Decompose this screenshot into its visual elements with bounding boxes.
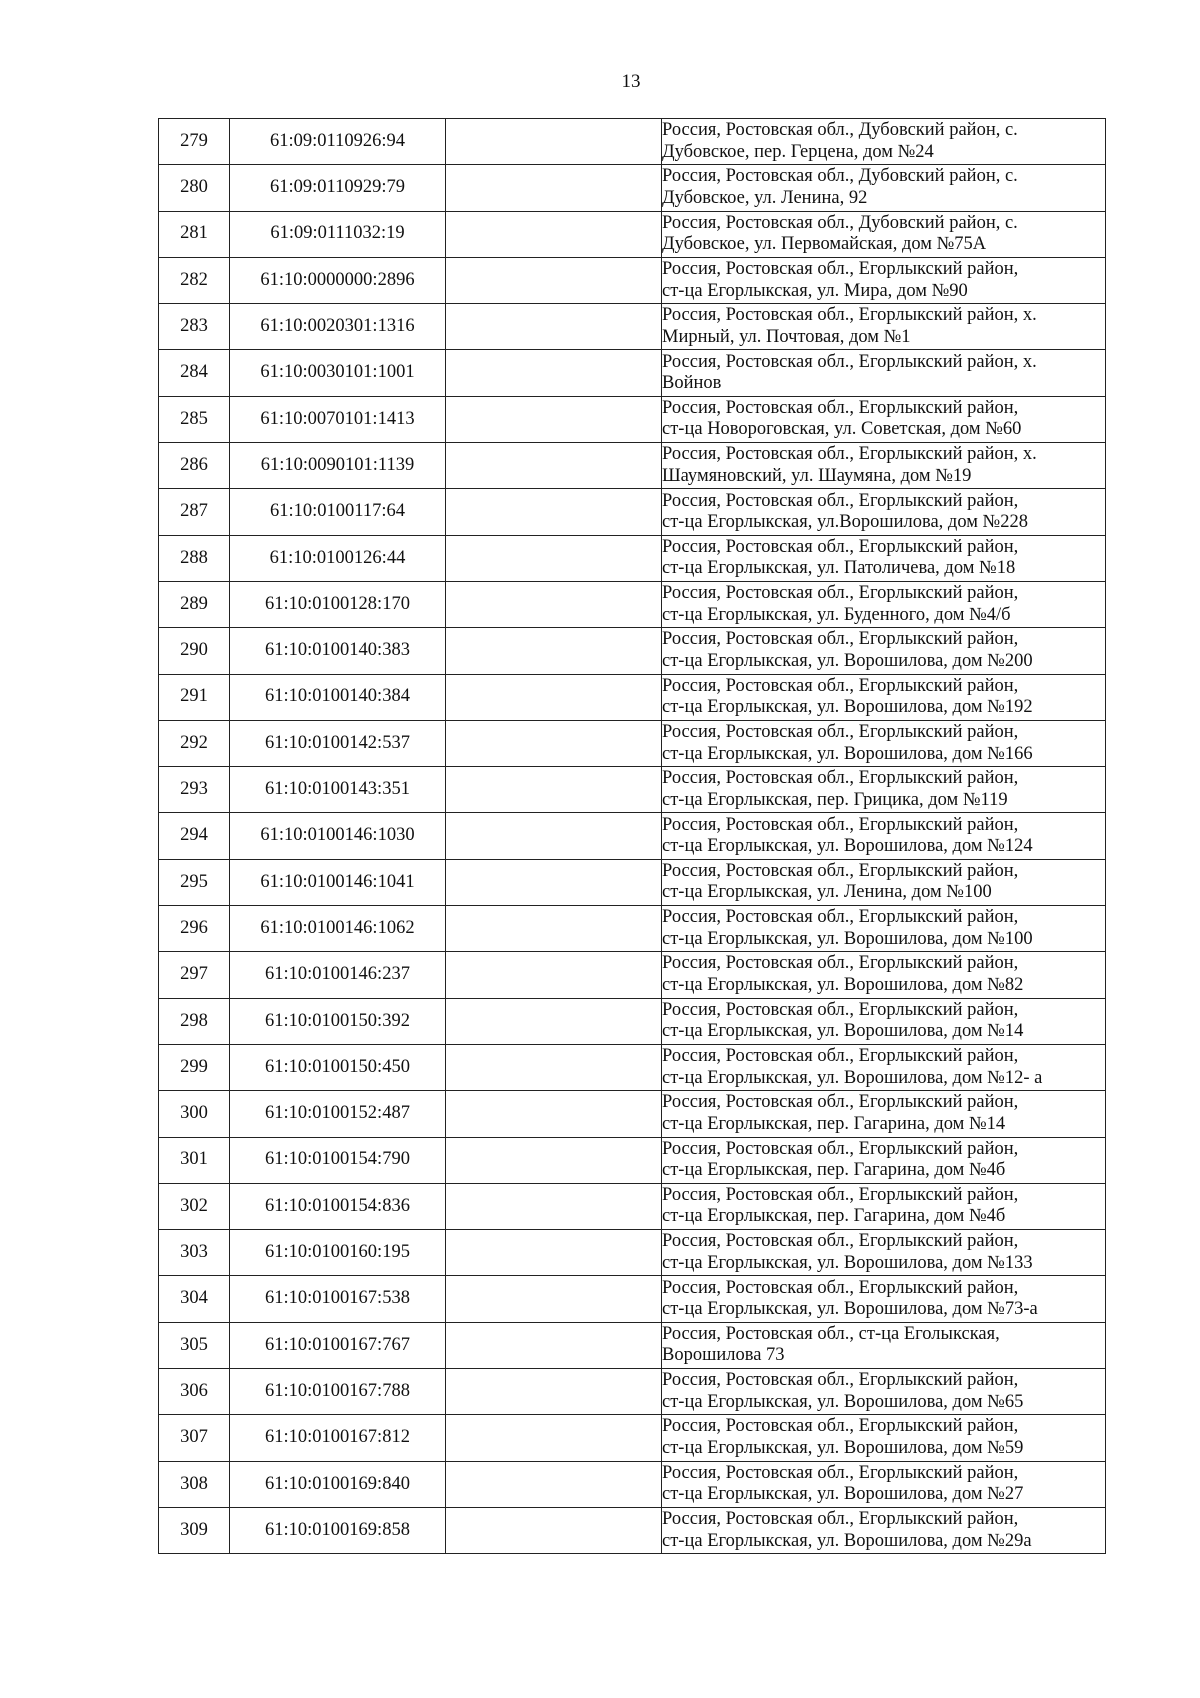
empty-cell bbox=[446, 1137, 662, 1183]
address-line-2: Дубовское, ул. Ленина, 92 bbox=[662, 187, 868, 208]
address-line-1: Россия, Ростовская обл., Егорлыкский район, bbox=[662, 397, 1019, 418]
address-cell bbox=[662, 998, 1106, 1044]
address-line-1: Россия, Ростовская обл., Дубовский район, с. bbox=[662, 166, 1018, 187]
page-number: 13 bbox=[621, 71, 641, 92]
table-row bbox=[159, 489, 1106, 535]
address-line-1: Россия, Ростовская обл., Егорлыкский район, bbox=[662, 953, 1019, 974]
table-row bbox=[159, 1137, 1106, 1183]
row-number-cell: 307 bbox=[159, 1415, 230, 1461]
table-row bbox=[159, 720, 1106, 766]
empty-cell bbox=[446, 581, 662, 627]
row-number-cell: 282 bbox=[159, 257, 230, 303]
empty-cell bbox=[446, 1461, 662, 1507]
cadastral-number-cell: 61:10:0100154:836 bbox=[230, 1183, 446, 1229]
address-cell bbox=[662, 581, 1106, 627]
address-line-2: ст-ца Егорлыкская, ул. Ворошилова, дом №133 bbox=[662, 1252, 1033, 1273]
row-number-cell: 288 bbox=[159, 535, 230, 581]
cadastral-number-cell: 61:10:0100126:44 bbox=[230, 535, 446, 581]
row-number-cell: 284 bbox=[159, 350, 230, 396]
address-line-1: Россия, Ростовская обл., Егорлыкский район, bbox=[662, 999, 1019, 1020]
empty-cell bbox=[446, 1507, 662, 1553]
address-line-2: Мирный, ул. Почтовая, дом №1 bbox=[662, 326, 911, 347]
address-line-2: ст-ца Егорлыкская, пер. Грицика, дом №119 bbox=[662, 789, 1008, 810]
address-line-2: ст-ца Егорлыкская, ул. Буденного, дом №4/б bbox=[662, 604, 1011, 625]
cadastral-number-cell: 61:10:0090101:1139 bbox=[230, 443, 446, 489]
empty-cell bbox=[446, 119, 662, 165]
empty-cell bbox=[446, 998, 662, 1044]
address-cell bbox=[662, 119, 1106, 165]
table-row bbox=[159, 257, 1106, 303]
row-number-cell: 302 bbox=[159, 1183, 230, 1229]
address-cell bbox=[662, 1507, 1106, 1553]
row-number-cell: 287 bbox=[159, 489, 230, 535]
row-number-cell: 286 bbox=[159, 443, 230, 489]
table-row bbox=[159, 1276, 1106, 1322]
table-row bbox=[159, 1044, 1106, 1090]
cadastral-number-cell: 61:10:0100167:767 bbox=[230, 1322, 446, 1368]
address-line-2: Шаумяновский, ул. Шаумяна, дом №19 bbox=[662, 465, 972, 486]
empty-cell bbox=[446, 489, 662, 535]
address-cell bbox=[662, 304, 1106, 350]
row-number-cell: 300 bbox=[159, 1091, 230, 1137]
row-number-cell: 308 bbox=[159, 1461, 230, 1507]
address-line-1: Россия, Ростовская обл., Егорлыкский район, bbox=[662, 259, 1019, 280]
empty-cell bbox=[446, 1369, 662, 1415]
table-row bbox=[159, 1183, 1106, 1229]
address-cell bbox=[662, 859, 1106, 905]
row-number-cell: 299 bbox=[159, 1044, 230, 1090]
cadastral-number-cell: 61:09:0111032:19 bbox=[230, 211, 446, 257]
address-line-1: Россия, Ростовская обл., Егорлыкский район, х. bbox=[662, 444, 1037, 465]
table-row bbox=[159, 1507, 1106, 1553]
address-line-2: ст-ца Егорлыкская, ул. Ворошилова, дом №14 bbox=[662, 1021, 1024, 1042]
address-cell bbox=[662, 1415, 1106, 1461]
table-row bbox=[159, 1461, 1106, 1507]
row-number-cell: 301 bbox=[159, 1137, 230, 1183]
address-cell bbox=[662, 628, 1106, 674]
address-line-1: Россия, Ростовская обл., Егорлыкский район, bbox=[662, 1277, 1019, 1298]
address-line-1: Россия, Ростовская обл., Егорлыкский район, х. bbox=[662, 351, 1037, 372]
table-row bbox=[159, 396, 1106, 442]
address-line-2: ст-ца Егорлыкская, ул. Ворошилова, дом №124 bbox=[662, 836, 1033, 857]
empty-cell bbox=[446, 720, 662, 766]
table-row bbox=[159, 1369, 1106, 1415]
row-number-cell: 303 bbox=[159, 1230, 230, 1276]
empty-cell bbox=[446, 443, 662, 489]
address-line-1: Россия, Ростовская обл., Егорлыкский район, bbox=[662, 675, 1019, 696]
address-line-2: ст-ца Егорлыкская, ул. Патоличева, дом №18 bbox=[662, 558, 1016, 579]
address-line-2: ст-ца Егорлыкская, ул. Ворошилова, дом №65 bbox=[662, 1391, 1024, 1412]
row-number-cell: 292 bbox=[159, 720, 230, 766]
cadastral-number-cell: 61:10:0100146:1030 bbox=[230, 813, 446, 859]
table-row bbox=[159, 813, 1106, 859]
row-number-cell: 304 bbox=[159, 1276, 230, 1322]
table-row bbox=[159, 859, 1106, 905]
address-cell bbox=[662, 1461, 1106, 1507]
address-cell bbox=[662, 1276, 1106, 1322]
address-line-2: ст-ца Егорлыкская, ул. Ворошилова, дом №166 bbox=[662, 743, 1033, 764]
table-row bbox=[159, 952, 1106, 998]
empty-cell bbox=[446, 859, 662, 905]
empty-cell bbox=[446, 350, 662, 396]
address-line-2: Дубовское, пер. Герцена, дом №24 bbox=[662, 141, 934, 162]
address-line-1: Россия, Ростовская обл., Егорлыкский район, bbox=[662, 1138, 1019, 1159]
address-line-1: Россия, Ростовская обл., Егорлыкский район, bbox=[662, 907, 1019, 928]
empty-cell bbox=[446, 1276, 662, 1322]
address-line-2: ст-ца Егорлыкская, ул. Мира, дом №90 bbox=[662, 280, 968, 301]
empty-cell bbox=[446, 1183, 662, 1229]
row-number-cell: 298 bbox=[159, 998, 230, 1044]
address-line-1: Россия, Ростовская обл., Егорлыкский район, bbox=[662, 490, 1019, 511]
table-row bbox=[159, 581, 1106, 627]
cadastral-number-cell: 61:10:0020301:1316 bbox=[230, 304, 446, 350]
address-line-2: Дубовское, ул. Первомайская, дом №75А bbox=[662, 234, 987, 255]
row-number-cell: 291 bbox=[159, 674, 230, 720]
address-line-2: ст-ца Егорлыкская, ул. Ворошилова, дом №73-а bbox=[662, 1299, 1038, 1320]
address-cell bbox=[662, 1369, 1106, 1415]
table-row bbox=[159, 443, 1106, 489]
cadastral-number-cell: 61:10:0100167:812 bbox=[230, 1415, 446, 1461]
address-line-2: Ворошилова 73 bbox=[662, 1345, 785, 1366]
address-cell bbox=[662, 443, 1106, 489]
table-row bbox=[159, 998, 1106, 1044]
address-line-2: ст-ца Егорлыкская, ул. Ворошилова, дом №27 bbox=[662, 1484, 1024, 1505]
address-line-2: ст-ца Егорлыкская, ул. Ворошилова, дом №12- а bbox=[662, 1067, 1043, 1088]
table-row bbox=[159, 1322, 1106, 1368]
address-cell bbox=[662, 813, 1106, 859]
empty-cell bbox=[446, 211, 662, 257]
address-line-1: Россия, Ростовская обл., Егорлыкский район, bbox=[662, 1184, 1019, 1205]
address-line-1: Россия, Ростовская обл., Егорлыкский район, х. bbox=[662, 305, 1037, 326]
address-line-2: ст-ца Егорлыкская, пер. Гагарина, дом №4б bbox=[662, 1160, 1006, 1181]
address-line-1: Россия, Ростовская обл., Егорлыкский район, bbox=[662, 1462, 1019, 1483]
address-line-2: ст-ца Егорлыкская, ул. Ленина, дом №100 bbox=[662, 882, 992, 903]
cadastral-number-cell: 61:10:0100117:64 bbox=[230, 489, 446, 535]
table-row bbox=[159, 304, 1106, 350]
cadastral-number-cell: 61:10:0100142:537 bbox=[230, 720, 446, 766]
row-number-cell: 285 bbox=[159, 396, 230, 442]
address-cell bbox=[662, 211, 1106, 257]
table-row bbox=[159, 165, 1106, 211]
row-number-cell: 281 bbox=[159, 211, 230, 257]
table-body bbox=[159, 119, 1106, 1554]
table-row bbox=[159, 1415, 1106, 1461]
address-cell bbox=[662, 1091, 1106, 1137]
table-row bbox=[159, 674, 1106, 720]
empty-cell bbox=[446, 628, 662, 674]
cadastral-number-cell: 61:10:0100143:351 bbox=[230, 767, 446, 813]
row-number-cell: 283 bbox=[159, 304, 230, 350]
address-cell bbox=[662, 952, 1106, 998]
empty-cell bbox=[446, 1091, 662, 1137]
address-cell bbox=[662, 906, 1106, 952]
row-number-cell: 293 bbox=[159, 767, 230, 813]
row-number-cell: 297 bbox=[159, 952, 230, 998]
empty-cell bbox=[446, 535, 662, 581]
empty-cell bbox=[446, 813, 662, 859]
row-number-cell: 289 bbox=[159, 581, 230, 627]
address-cell bbox=[662, 165, 1106, 211]
address-cell bbox=[662, 257, 1106, 303]
cadastral-number-cell: 61:10:0030101:1001 bbox=[230, 350, 446, 396]
address-line-1: Россия, Ростовская обл., ст-ца Еголыкская, bbox=[662, 1323, 1000, 1344]
address-line-1: Россия, Ростовская обл., Егорлыкский район, bbox=[662, 860, 1019, 881]
address-cell bbox=[662, 1183, 1106, 1229]
empty-cell bbox=[446, 1044, 662, 1090]
address-line-1: Россия, Ростовская обл., Дубовский район, с. bbox=[662, 212, 1018, 233]
address-line-2: ст-ца Егорлыкская, пер. Гагарина, дом №4б bbox=[662, 1206, 1006, 1227]
empty-cell bbox=[446, 1230, 662, 1276]
row-number-cell: 279 bbox=[159, 119, 230, 165]
cadastral-number-cell: 61:10:0000000:2896 bbox=[230, 257, 446, 303]
empty-cell bbox=[446, 304, 662, 350]
row-number-cell: 309 bbox=[159, 1507, 230, 1553]
cadastral-number-cell: 61:10:0100146:1041 bbox=[230, 859, 446, 905]
row-number-cell: 295 bbox=[159, 859, 230, 905]
empty-cell bbox=[446, 257, 662, 303]
empty-cell bbox=[446, 1322, 662, 1368]
address-line-2: ст-ца Новороговская, ул. Советская, дом №60 bbox=[662, 419, 1022, 440]
table-row bbox=[159, 906, 1106, 952]
address-line-1: Россия, Ростовская обл., Егорлыкский район, bbox=[662, 1416, 1019, 1437]
address-cell bbox=[662, 535, 1106, 581]
empty-cell bbox=[446, 396, 662, 442]
cadastral-number-cell: 61:10:0100140:384 bbox=[230, 674, 446, 720]
table-row bbox=[159, 767, 1106, 813]
row-number-cell: 306 bbox=[159, 1369, 230, 1415]
address-line-1: Россия, Ростовская обл., Егорлыкский район, bbox=[662, 1509, 1019, 1530]
address-cell bbox=[662, 350, 1106, 396]
table-row bbox=[159, 211, 1106, 257]
address-cell bbox=[662, 1044, 1106, 1090]
table-row bbox=[159, 350, 1106, 396]
address-line-1: Россия, Ростовская обл., Дубовский район, с. bbox=[662, 120, 1018, 141]
address-cell bbox=[662, 1322, 1106, 1368]
row-number-cell: 290 bbox=[159, 628, 230, 674]
cadastral-number-cell: 61:10:0100150:450 bbox=[230, 1044, 446, 1090]
cadastral-number-cell: 61:10:0100152:487 bbox=[230, 1091, 446, 1137]
address-line-2: Войнов bbox=[662, 373, 722, 394]
empty-cell bbox=[446, 165, 662, 211]
cadastral-number-cell: 61:10:0100169:858 bbox=[230, 1507, 446, 1553]
empty-cell bbox=[446, 906, 662, 952]
address-line-2: ст-ца Егорлыкская, ул. Ворошилова, дом №82 bbox=[662, 974, 1024, 995]
empty-cell bbox=[446, 952, 662, 998]
address-line-1: Россия, Ростовская обл., Егорлыкский район, bbox=[662, 814, 1019, 835]
table-row bbox=[159, 535, 1106, 581]
cadastral-number-cell: 61:09:0110926:94 bbox=[230, 119, 446, 165]
table-row bbox=[159, 1091, 1106, 1137]
empty-cell bbox=[446, 674, 662, 720]
cadastral-number-cell: 61:10:0100146:237 bbox=[230, 952, 446, 998]
row-number-cell: 296 bbox=[159, 906, 230, 952]
cadastral-number-cell: 61:10:0100150:392 bbox=[230, 998, 446, 1044]
property-registry-table bbox=[158, 118, 1106, 1554]
empty-cell bbox=[446, 1415, 662, 1461]
address-line-1: Россия, Ростовская обл., Егорлыкский район, bbox=[662, 768, 1019, 789]
cadastral-number-cell: 61:09:0110929:79 bbox=[230, 165, 446, 211]
address-line-1: Россия, Ростовская обл., Егорлыкский район, bbox=[662, 583, 1019, 604]
address-cell bbox=[662, 1230, 1106, 1276]
table-row bbox=[159, 628, 1106, 674]
cadastral-number-cell: 61:10:0100128:170 bbox=[230, 581, 446, 627]
address-line-1: Россия, Ростовская обл., Егорлыкский район, bbox=[662, 1231, 1019, 1252]
row-number-cell: 294 bbox=[159, 813, 230, 859]
address-line-2: ст-ца Егорлыкская, ул. Ворошилова, дом №200 bbox=[662, 650, 1033, 671]
address-cell bbox=[662, 674, 1106, 720]
address-cell bbox=[662, 1137, 1106, 1183]
address-line-2: ст-ца Егорлыкская, ул. Ворошилова, дом №100 bbox=[662, 928, 1033, 949]
table-row bbox=[159, 1230, 1106, 1276]
address-cell bbox=[662, 396, 1106, 442]
cadastral-number-cell: 61:10:0100140:383 bbox=[230, 628, 446, 674]
address-cell bbox=[662, 489, 1106, 535]
cadastral-number-cell: 61:10:0100167:538 bbox=[230, 1276, 446, 1322]
address-line-2: ст-ца Егорлыкская, пер. Гагарина, дом №14 bbox=[662, 1113, 1006, 1134]
cadastral-number-cell: 61:10:0100146:1062 bbox=[230, 906, 446, 952]
cadastral-number-cell: 61:10:0100167:788 bbox=[230, 1369, 446, 1415]
address-line-1: Россия, Ростовская обл., Егорлыкский район, bbox=[662, 629, 1019, 650]
cadastral-number-cell: 61:10:0100169:840 bbox=[230, 1461, 446, 1507]
cadastral-number-cell: 61:10:0100154:790 bbox=[230, 1137, 446, 1183]
table-row bbox=[159, 119, 1106, 165]
address-cell bbox=[662, 720, 1106, 766]
address-line-1: Россия, Ростовская обл., Егорлыкский район, bbox=[662, 1370, 1019, 1391]
row-number-cell: 305 bbox=[159, 1322, 230, 1368]
address-line-1: Россия, Ростовская обл., Егорлыкский район, bbox=[662, 722, 1019, 742]
address-line-2: ст-ца Егорлыкская, ул.Ворошилова, дом №228 bbox=[662, 512, 1028, 533]
address-line-2: ст-ца Егорлыкская, ул. Ворошилова, дом №29а bbox=[662, 1530, 1032, 1551]
address-line-1: Россия, Ростовская обл., Егорлыкский район, bbox=[662, 1046, 1019, 1067]
row-number-cell: 280 bbox=[159, 165, 230, 211]
address-line-2: ст-ца Егорлыкская, ул. Ворошилова, дом №59 bbox=[662, 1437, 1024, 1458]
address-cell bbox=[662, 767, 1106, 813]
address-line-2: ст-ца Егорлыкская, ул. Ворошилова, дом №192 bbox=[662, 697, 1033, 718]
cadastral-number-cell: 61:10:0070101:1413 bbox=[230, 396, 446, 442]
address-line-1: Россия, Ростовская обл., Егорлыкский район, bbox=[662, 536, 1019, 557]
empty-cell bbox=[446, 767, 662, 813]
address-line-1: Россия, Ростовская обл., Егорлыкский район, bbox=[662, 1092, 1019, 1113]
cadastral-number-cell: 61:10:0100160:195 bbox=[230, 1230, 446, 1276]
